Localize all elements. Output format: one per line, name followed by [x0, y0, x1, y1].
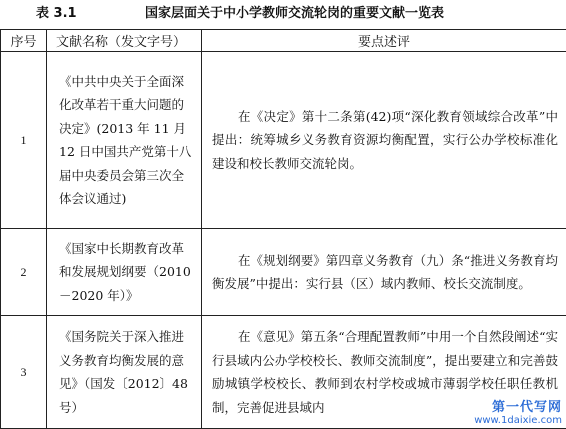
row-seq: 3 — [1, 316, 47, 429]
table-header-row — [1, 30, 566, 52]
watermark — [474, 401, 562, 426]
header-doc-name: 文献名称（发文字号） — [47, 30, 202, 52]
table-title: 国家层面关于中小学教师交流轮岗的重要文献一览表 — [145, 4, 444, 24]
row-comment: 在《决定》第十二条第(42)项“深化教育领域综合改革”中提出：统筹城乡义务教育资源均衡配置，实行公办学校标准化建设和校长教师交流轮岗。 — [202, 52, 566, 229]
header-seq: 序号 — [1, 30, 47, 52]
watermark-name: 第一代写网 — [474, 401, 562, 415]
row-doc-name: 《中共中央关于全面深化改革若干重大问题的决定》(2013 年 11 月 12 日中国共产党第十八届中央委员会第三次全体会议通过) — [47, 52, 202, 229]
row-seq: 2 — [1, 229, 47, 316]
table-caption — [0, 4, 566, 24]
table-number: 表 3.1 — [36, 4, 77, 24]
row-comment: 在《规划纲要》第四章义务教育（九）条“推进义务教育均衡发展”中提出：实行县（区）域内教师、校长交流制度。 — [202, 229, 566, 316]
documents-table — [0, 29, 566, 429]
table-row — [1, 229, 566, 316]
row-doc-name: 《国家中长期教育改革和发展规划纲要（2010－2020 年）》 — [47, 229, 202, 316]
row-seq: 1 — [1, 52, 47, 229]
row-doc-name: 《国务院关于深入推进义务教育均衡发展的意见》（国发〔2012〕48 号） — [47, 316, 202, 429]
table-row — [1, 52, 566, 229]
header-comment: 要点述评 — [202, 30, 566, 52]
row-comment: 在《意见》第五条“合理配置教师”中用一个自然段阐述“实行县域内公办学校校长、教师交流制度”，提出要建立和完善鼓励城镇学校校长、教师到农村学校或城市薄弱学校任职任教机制，完善促进县域内 — [202, 316, 566, 429]
watermark-url: www.1daixie.com — [474, 415, 562, 426]
